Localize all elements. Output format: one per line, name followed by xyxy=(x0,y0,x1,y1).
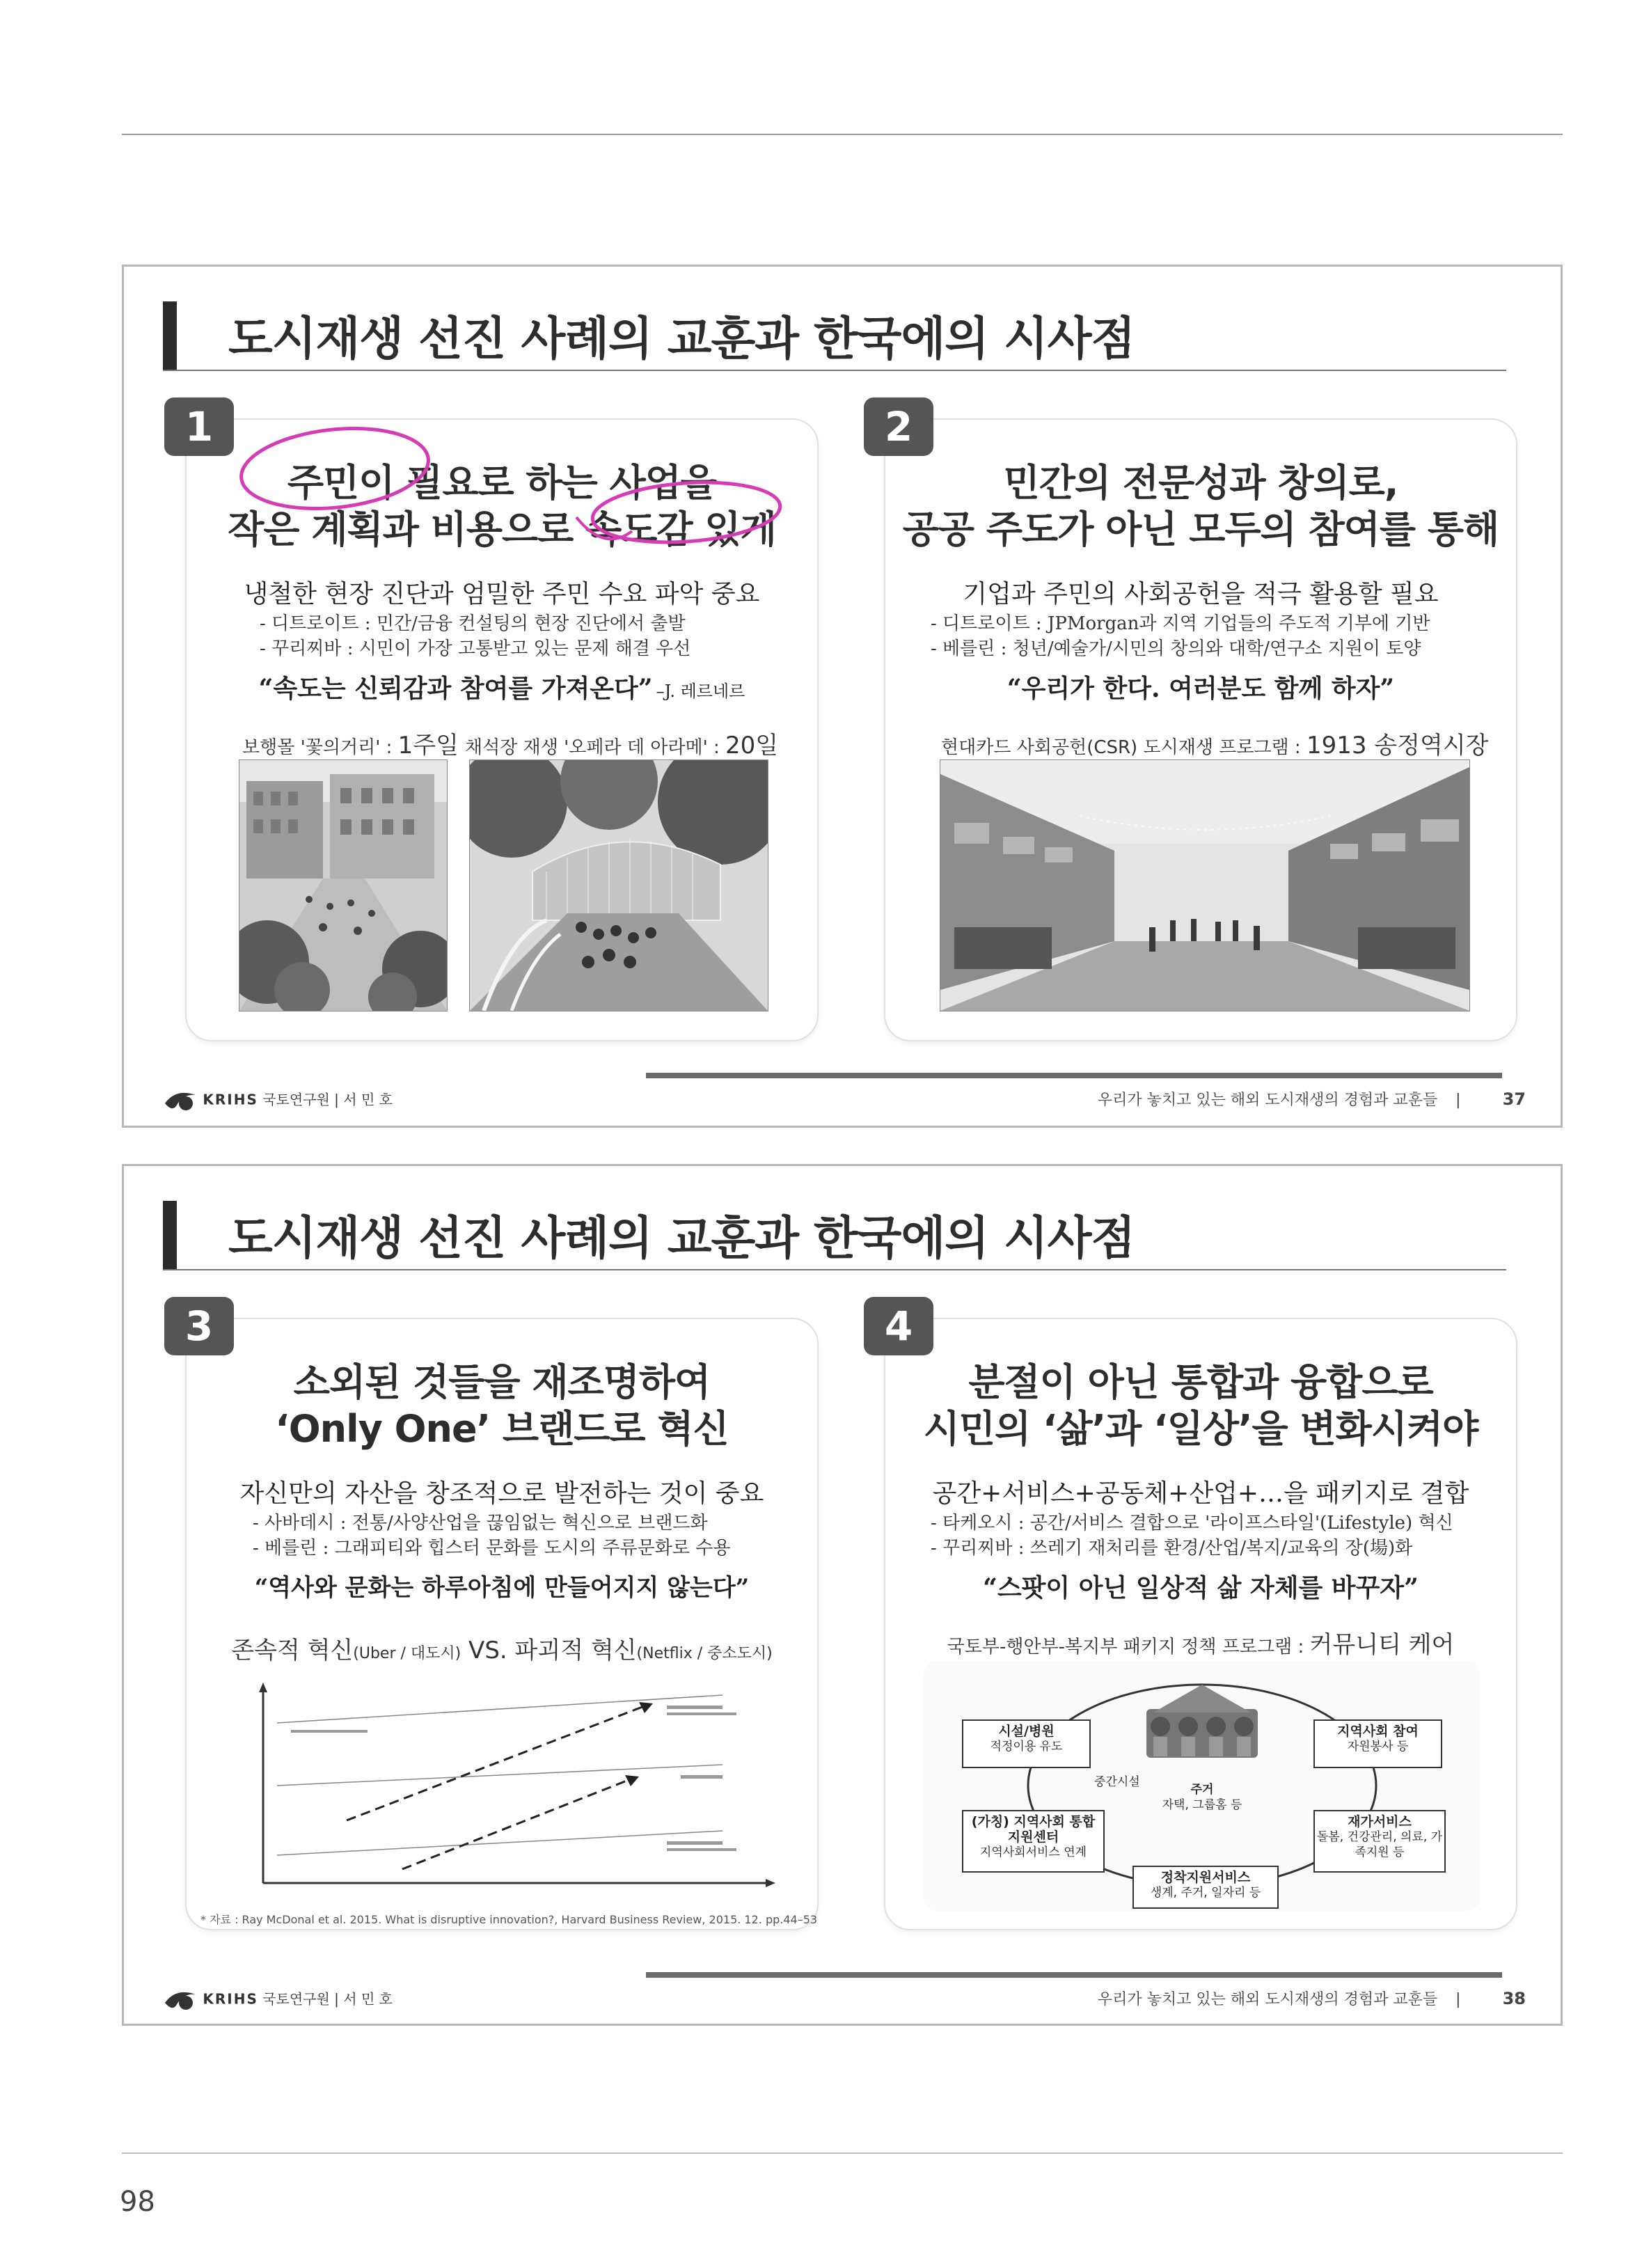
photo-caption-text: 현대카드 사회공헌(CSR) 도시재생 프로그램 : xyxy=(941,737,1307,758)
node-sub: 자원봉사 등 xyxy=(1347,1740,1409,1754)
node-sub: 생계, 주거, 일자리 등 xyxy=(1150,1886,1261,1900)
innovation-chart-title xyxy=(187,1631,817,1665)
slide-title: 도시재생 선진 사례의 교훈과 한국에의 시사점 xyxy=(228,1211,1135,1265)
lesson-panel-4 xyxy=(884,1318,1517,1930)
chart-title-b: 파괴적 혁신 xyxy=(514,1637,637,1664)
panel-subhead: 냉철한 현장 진단과 엄밀한 주민 수요 파악 중요 xyxy=(244,580,760,608)
panel-headline-2: 공공 주도가 아닌 모두의 참여를 통해 xyxy=(902,507,1499,551)
page-number: 98 xyxy=(120,2186,155,2218)
panel-bullet: - 사바데시 : 전통/사양산업을 끊임없는 혁신으로 브랜드화 xyxy=(253,1513,708,1534)
panel-subhead: 공간+서비스+공동체+산업+…을 패키지로 결합 xyxy=(932,1479,1469,1508)
innovation-diagram xyxy=(235,1681,778,1904)
diagram-caption-value: 커뮤니티 케어 xyxy=(1309,1631,1455,1659)
node-sub: 지역사회서비스 연계 xyxy=(979,1845,1087,1859)
community-care-diagram xyxy=(924,1660,1481,1911)
flower-street-photo xyxy=(239,759,448,1011)
lesson-panel-1 xyxy=(185,418,819,1041)
panel-bullet: - 타케오시 : 공간/서비스 결합으로 '라이프스타일'(Lifestyle) 혁신 xyxy=(931,1513,1453,1534)
panel-quote-line xyxy=(187,669,817,704)
node-title: 정착지원서비스 xyxy=(1160,1870,1251,1885)
lesson-panel-3 xyxy=(185,1318,819,1930)
slide-title: 도시재생 선진 사례의 교훈과 한국에의 시사점 xyxy=(228,312,1135,365)
top-rule xyxy=(122,134,1563,135)
footer-author: 서 민 호 xyxy=(343,1990,393,2008)
market-street-photo xyxy=(940,759,1470,1011)
panel-bullet: - 베를린 : 청년/예술가/시민의 창의와 대학/연구소 지원이 토양 xyxy=(931,638,1421,659)
title-underline xyxy=(163,1269,1506,1270)
panel-bullet: - 꾸리찌바 : 시민이 가장 고통받고 있는 문제 해결 우선 xyxy=(260,638,691,659)
footer-running-title: 우리가 놓치고 있는 해외 도시재생의 경험과 교훈들 | 38 xyxy=(1097,1989,1526,2008)
photo-caption-value: 1913 송정역시장 xyxy=(1306,732,1489,759)
footer-author: 서 민 호 xyxy=(343,1091,393,1108)
panel-headline-2: 작은 계획과 비용으로 속도감 있게 xyxy=(228,507,776,551)
node-sub: 적정이용 유도 xyxy=(990,1740,1063,1754)
photo-caption-1 xyxy=(242,726,459,760)
footer-logo: KRIHS 국토연구원 | 서 민 호 xyxy=(162,1987,393,2013)
slide-37 xyxy=(122,265,1563,1128)
node-sub: 돌봄, 건강관리, 의료, 가족지원 등 xyxy=(1316,1830,1443,1859)
photo-caption xyxy=(941,726,1489,760)
title-bar xyxy=(163,1201,177,1269)
wire-opera-photo xyxy=(469,759,768,1011)
node-title: (가칭) 지역사회 통합 지원센터 xyxy=(971,1814,1096,1845)
panel-quote: “스팟이 아닌 일상적 삶 자체를 바꾸자” xyxy=(983,1573,1419,1602)
krihs-logo-icon xyxy=(162,1987,198,2013)
lesson-badge-3: 3 xyxy=(164,1297,234,1355)
photo-caption-2 xyxy=(465,726,778,760)
panel-headline-1: 민간의 전문성과 창의로, xyxy=(1003,461,1398,505)
node-sub: 자택, 그룹홈 등 xyxy=(1162,1798,1242,1812)
diagram-node-facility xyxy=(962,1719,1091,1768)
footer-logo-text: KRIHS xyxy=(203,1091,258,1108)
source-note: * 자료 : Ray McDonal et al. 2015. What is disruptive innovation?, Harvard Business Review, 2015. 12. pp.44–53 xyxy=(200,1913,818,1926)
lesson-panel-2 xyxy=(884,418,1517,1041)
panel-quote: “속도는 신뢰감과 참여를 가져온다” xyxy=(258,674,653,703)
footer-bar xyxy=(646,1972,1502,1978)
diagram-mid-label: 중간시설 xyxy=(1094,1775,1140,1789)
lesson-badge-4: 4 xyxy=(864,1297,933,1355)
panel-bullet: - 디트로이트 : 민간/금융 컨설팅의 현장 진단에서 출발 xyxy=(260,613,686,634)
chart-title-a-sub: (Uber / 대도시) xyxy=(353,1645,461,1662)
chart-title-b-sub: (Netflix / 중소도시) xyxy=(636,1645,773,1662)
diagram-node-home-service xyxy=(1313,1810,1446,1873)
node-title: 주거 xyxy=(1190,1783,1214,1797)
footer-bar xyxy=(646,1073,1502,1078)
photo-caption-text: 채석장 재생 '오페라 데 아라메' : xyxy=(465,737,726,758)
panel-headline-2: 시민의 ‘삶’과 ‘일상’을 변화시켜야 xyxy=(923,1407,1478,1451)
lesson-badge-2: 2 xyxy=(864,397,933,456)
node-title: 시설/병원 xyxy=(998,1724,1055,1739)
krihs-logo-icon xyxy=(162,1088,198,1113)
panel-bullet: - 꾸리찌바 : 쓰레기 재처리를 환경/산업/복지/교육의 장(場)화 xyxy=(931,1538,1413,1559)
diagram-caption xyxy=(885,1625,1516,1660)
title-underline xyxy=(163,370,1506,371)
panel-headline-1: 주민이 필요로 하는 사업을 xyxy=(287,461,717,505)
footer-org: 국토연구원 xyxy=(262,1091,330,1108)
panel-quote: “역사와 문화는 하루아침에 만들어지지 않는다” xyxy=(254,1574,750,1602)
footer-org: 국토연구원 xyxy=(262,1990,330,2008)
diagram-caption-text: 국토부-행안부-복지부 패키지 정책 프로그램 : xyxy=(947,1637,1310,1657)
running-title: 우리가 놓치고 있는 해외 도시재생의 경험과 교훈들 xyxy=(1097,1092,1438,1109)
panel-headline-1: 소외된 것들을 재조명하여 xyxy=(293,1360,711,1404)
footer-running-title: 우리가 놓치고 있는 해외 도시재생의 경험과 교훈들 | 37 xyxy=(1097,1089,1526,1109)
slide-page-number: 37 xyxy=(1502,1089,1526,1109)
quote-author: –J. 레르네르 xyxy=(656,682,745,701)
handwritten-annotation xyxy=(187,420,820,573)
photo-caption-value: 1주일 xyxy=(397,732,459,759)
panel-bullet: - 디트로이트 : JPMorgan과 지역 기업들의 주도적 기부에 기반 xyxy=(931,613,1430,634)
footer-logo: KRIHS 국토연구원 | 서 민 호 xyxy=(162,1088,393,1113)
photo-caption-value: 20일 xyxy=(725,732,779,759)
node-title: 지역사회 참여 xyxy=(1337,1724,1419,1739)
panel-quote: “우리가 한다. 여러분도 함께 하자” xyxy=(1006,674,1395,703)
panel-headline-1: 분절이 아닌 통합과 융합으로 xyxy=(968,1360,1433,1404)
slide-page-number: 38 xyxy=(1502,1989,1526,2008)
chart-title-vs: VS. xyxy=(461,1637,515,1664)
panel-headline-2: ‘Only One’ 브랜드로 혁신 xyxy=(275,1407,729,1451)
panel-subhead: 자신만의 자산을 창조적으로 발전하는 것이 중요 xyxy=(239,1479,764,1508)
node-title: 재가서비스 xyxy=(1348,1814,1412,1829)
panel-bullet: - 베를린 : 그래피티와 힙스터 문화를 도시의 주류문화로 수용 xyxy=(253,1538,731,1559)
diagram-node-settlement xyxy=(1132,1866,1279,1909)
title-bar xyxy=(163,301,177,370)
running-title: 우리가 놓치고 있는 해외 도시재생의 경험과 교훈들 xyxy=(1097,1991,1438,2008)
photo-caption-text: 보행몰 '꽃의거리' : xyxy=(242,737,398,758)
lesson-badge-1: 1 xyxy=(164,397,234,456)
diagram-center-housing xyxy=(1153,1782,1251,1813)
footer-logo-text: KRIHS xyxy=(203,1990,258,2008)
diagram-node-community xyxy=(1313,1719,1442,1768)
panel-subhead: 기업과 주민의 사회공헌을 적극 활용할 필요 xyxy=(963,580,1439,608)
bottom-rule xyxy=(122,2152,1563,2154)
chart-title-a: 존속적 혁신 xyxy=(231,1637,354,1664)
slide-38 xyxy=(122,1164,1563,2026)
diagram-node-support-center xyxy=(962,1810,1105,1873)
